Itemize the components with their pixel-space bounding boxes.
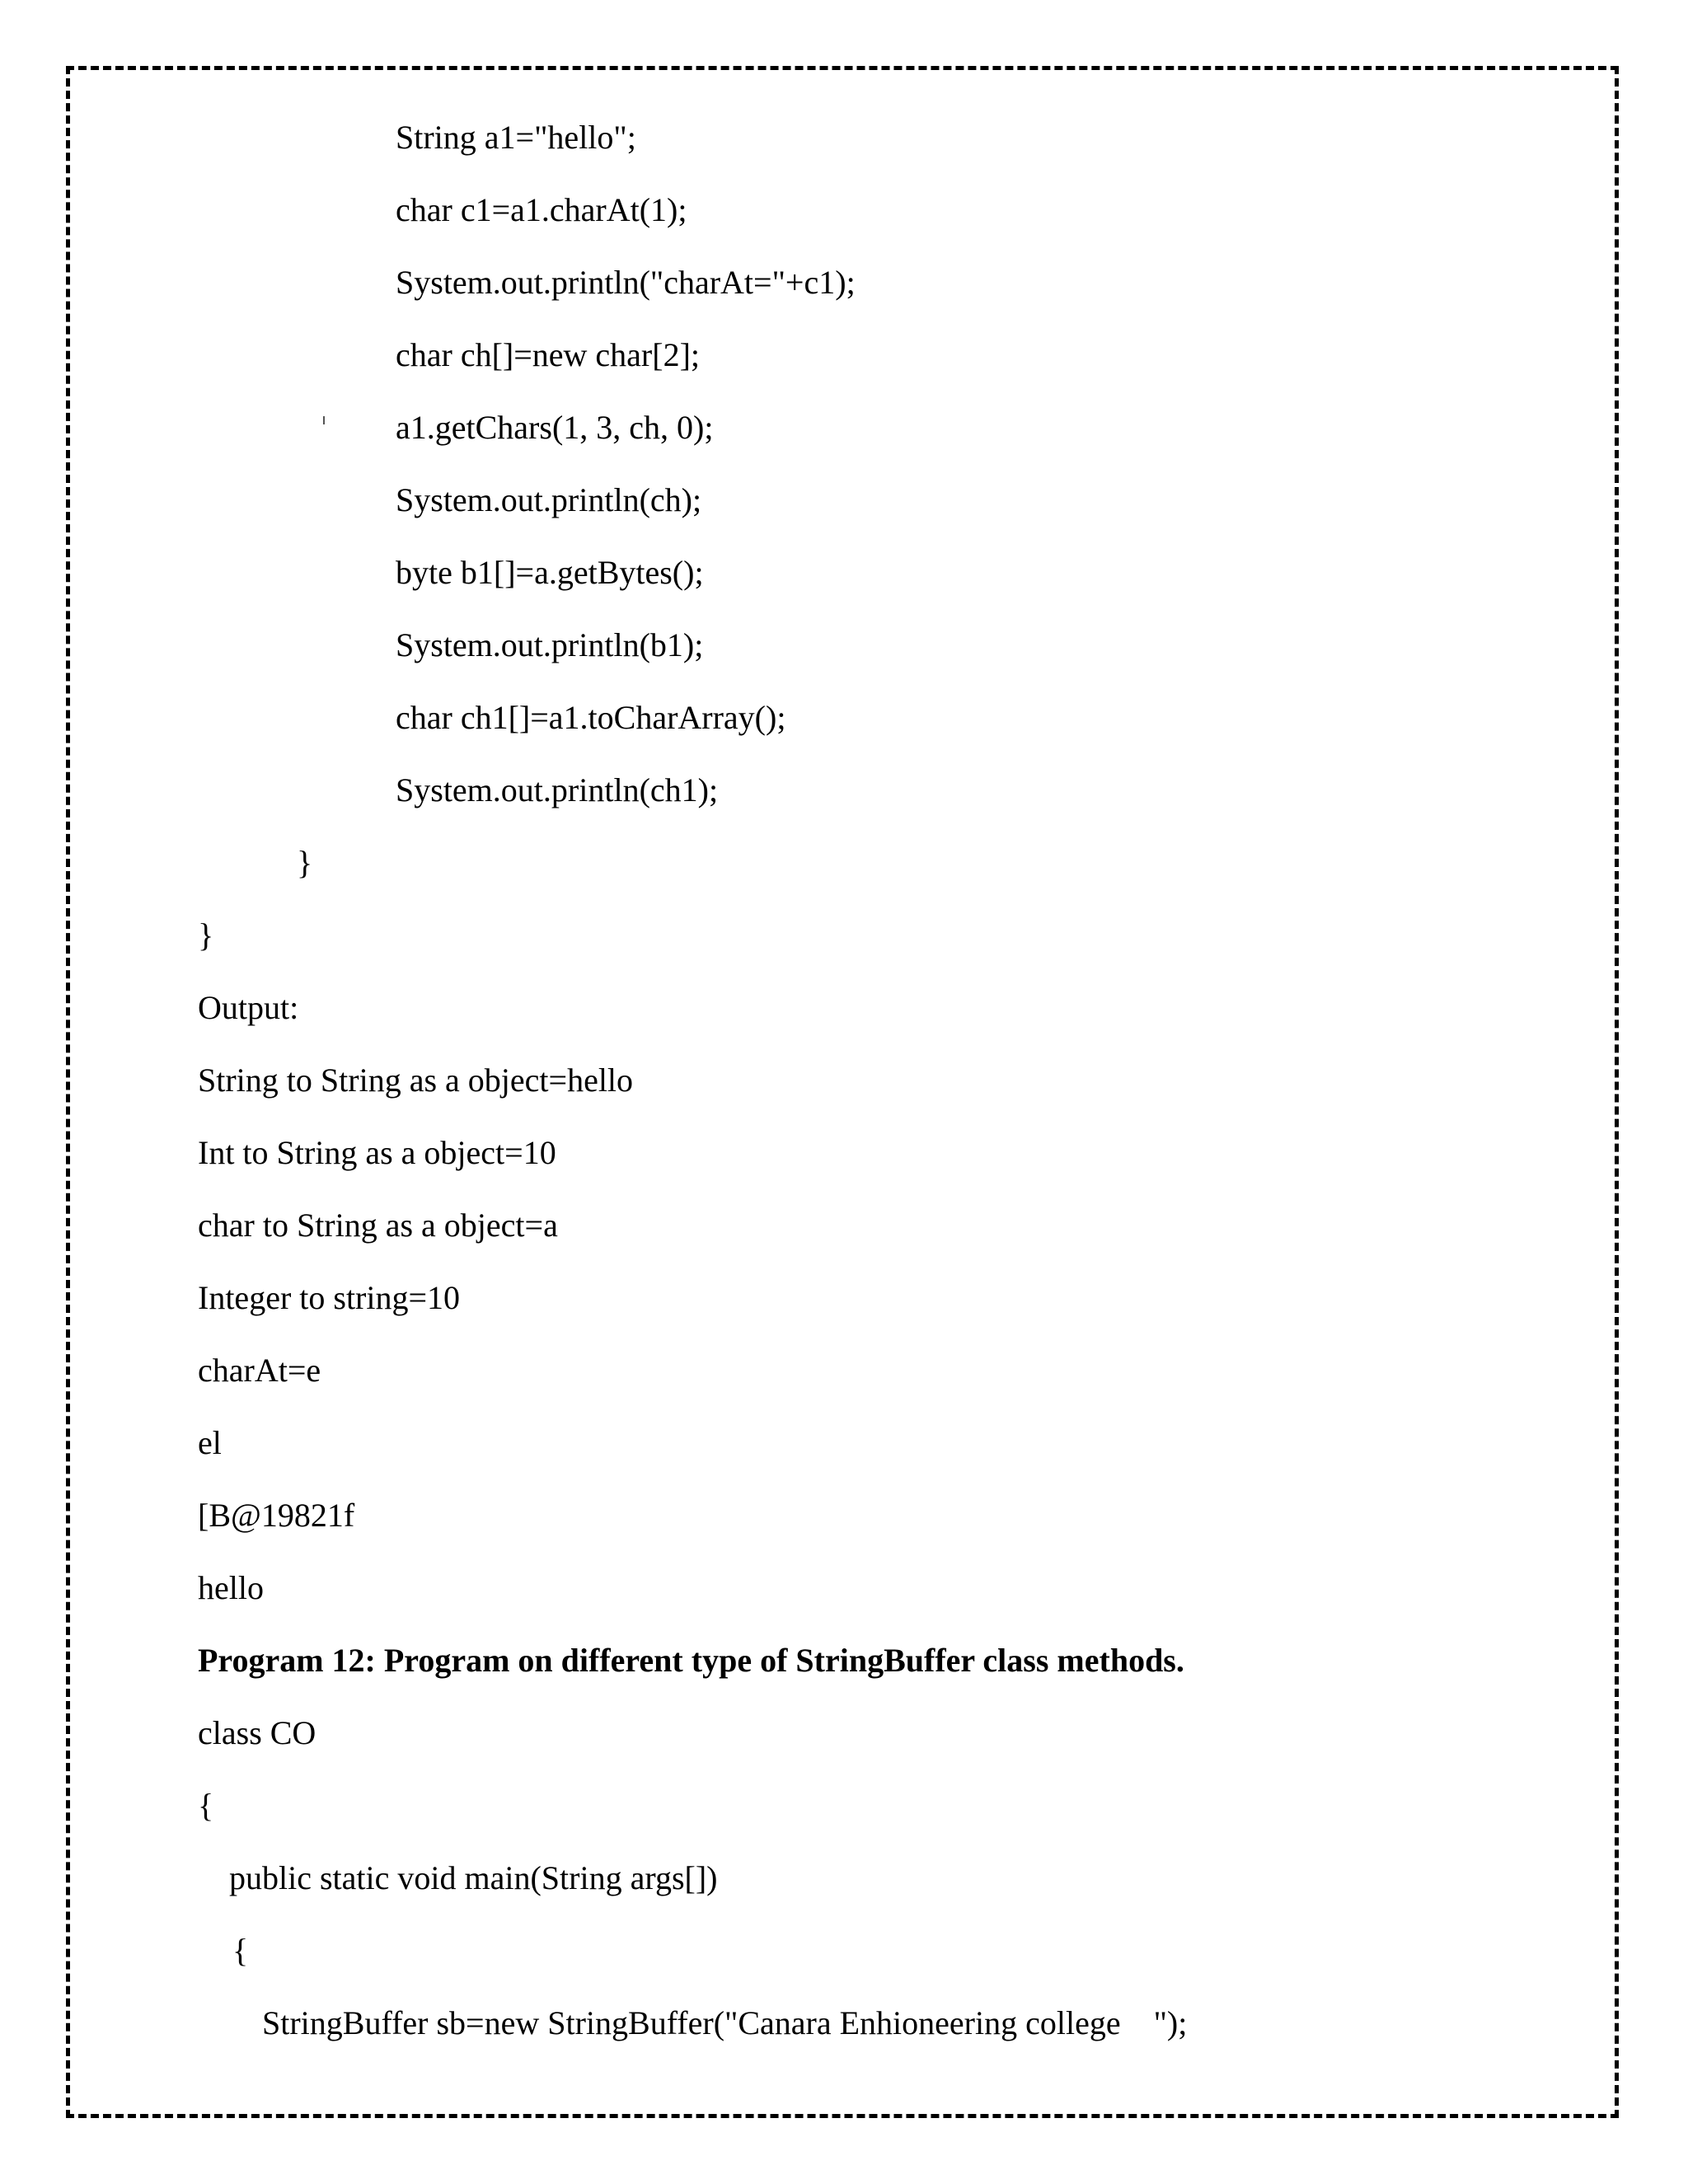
code-line: System.out.println(ch); [396,481,702,518]
code-line: a1.getChars(1, 3, ch, 0); [396,409,714,446]
code-line: byte b1[]=a.getBytes(); [396,554,704,591]
stray-mark [323,416,325,424]
output-line: char to String as a object=a [198,1207,558,1244]
code-line: System.out.println("charAt="+c1); [396,264,856,301]
method-close-brace: } [297,844,313,881]
program-heading: Program 12: Program on different type of StringBuffer class methods. [198,1642,1184,1679]
output-line: charAt=e [198,1352,321,1389]
output-line: el [198,1424,222,1461]
class-close-brace: } [198,916,214,954]
code-line: System.out.println(ch1); [396,771,719,808]
code-line: char ch[]=new char[2]; [396,336,701,373]
code-line: public static void main(String args[]) [229,1859,718,1896]
output-line: [B@19821f [198,1497,355,1534]
code-line: { [232,1932,249,1969]
code-line: char ch1[]=a1.toCharArray(); [396,699,786,736]
output-line: hello [198,1569,264,1606]
output-line: Integer to string=10 [198,1279,461,1316]
output-line: Int to String as a object=10 [198,1134,556,1171]
code-line: char c1=a1.charAt(1); [396,191,687,228]
code-line: { [198,1787,214,1824]
code-line: String a1="hello"; [396,119,636,156]
code-line: System.out.println(b1); [396,626,704,663]
output-heading: Output: [198,989,299,1026]
code-line: class CO [198,1714,316,1751]
output-line: String to String as a object=hello [198,1062,634,1099]
code-line: StringBuffer sb=new StringBuffer("Canara Enhioneering college "); [262,2004,1188,2041]
